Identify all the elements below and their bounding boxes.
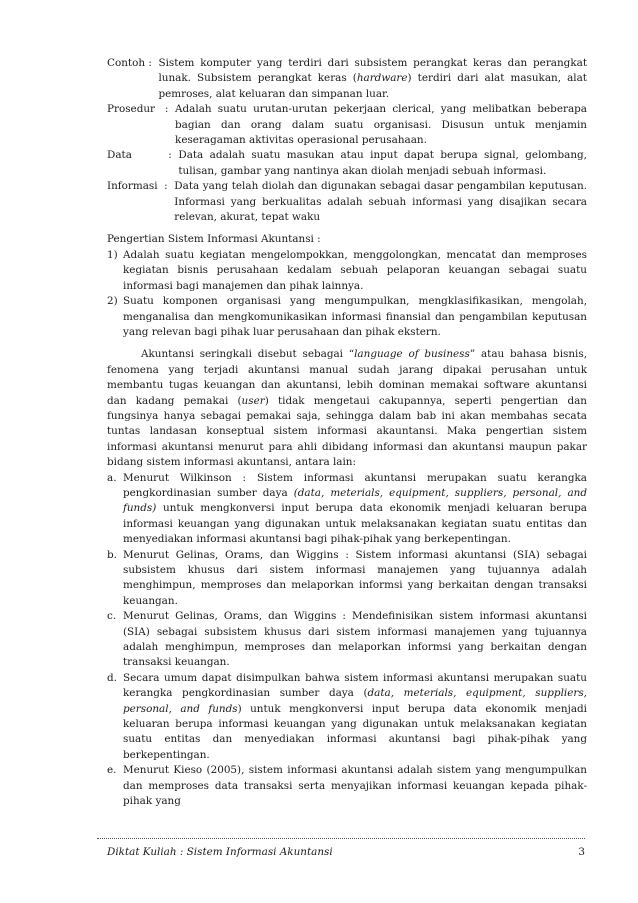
list-text: Adalah suatu kegiatan mengelompokkan, menggolongkan, mencatat dan memproses kegiatan bisnis perusahaan kedalam sebuah pelaporan keuangan sebagai suatu informasi bagi manajemen dan pihak lainnya. [123,248,587,292]
section-heading: Pengertian Sistem Informasi Akuntansi : [107,233,321,246]
definition-term: Data [107,149,132,162]
definition-text: Sistem komputer yang terdiri dari subsistem perangkat keras dan perangkat lunak. Subsistem perangkat keras (hardware) terdiri dari alat masukan, alat pemroses, alat keluaran dan simpanan luar. [158,57,587,100]
list-marker: 2) [107,295,118,308]
definition-item [107,148,587,179]
lettered-item [107,671,587,763]
list-marker: c. [107,610,117,623]
list-text: Menurut Wilkinson : Sistem informasi akuntansi merupakan suatu kerangka pengkordinasian sumber daya (data, meterials, equipment, suppliers, personal, and funds) untuk mengkonversi input berupa data ekonomik menjadi keluaran berupa informasi keuangan yang digunakan untuk melaksanakan kegiatan suatu entitas dan menyediakan informasi akuntansi bagi pihak-pihak yang berkepentingan. [123,471,587,546]
definition-text: Data yang telah diolah dan digunakan sebagai dasar pengambilan keputusan. Informasi yang berkualitas adalah sebuah informasi yang disajikan secara relevan, akurat, tepat waku [174,180,587,224]
numbered-item [107,248,587,294]
list-text: Menurut Kieso (2005), sistem informasi akuntansi adalah sistem yang mengumpulkan dan memproses data transaksi serta menyajikan informasi keuangan kepada pihak-pihak yang [123,764,587,808]
page-footer [97,838,585,858]
expert-definitions-list [107,471,587,810]
definition-item [107,179,587,225]
intro-paragraph: Akuntansi seringkali disebut sebagai “language of business” atau bahasa bisnis, fenomena yang terjadi akuntansi manual sudah jarang dipakai perusahan untuk membantu tugas keuangan dan akuntansi, lebih dominan memakai software akuntansi dan kadang pemakai (user) tidak mengetaui cakupannya, seperti pengertian dan fungsinya hanya sebagai pemakai saja, sehingga dalam bab ini akan membahas secata tuntas landasan konseptual sistem informasi akauntansi. Maka pengertian sistem informasi akuntansi menurut para ahli dibidang informasi dan akuntansi maupun pakar bidang sistem informasi akuntansi, antara lain: [107,348,587,469]
lettered-item [107,763,587,809]
definition-colon: : [157,180,175,193]
list-marker: a. [107,471,117,484]
definition-colon: : [145,57,159,69]
list-text: Secara umum dapat disimpulkan bahwa sistem informasi akuntansi merupakan suatu kerangka pengkordinasian sumber daya (data, meterials, equipment, suppliers, personal, and funds) untuk mengkonversi input berupa data ekonomik menjadi keluaran berupa informasi keuangan yang digunakan untuk melaksanakan kegiatan suatu entitas dan menyediakan informasi akuntansi bagi pihak-pihak yang berkepentingan. [123,671,587,761]
numbered-list [107,248,587,340]
document-body [107,56,587,810]
list-marker: b. [107,548,117,561]
definition-text: Adalah suatu urutan-urutan pekerjaan clerical, yang melibatkan beberapa bagian dan orang dalam suatu organisasi. Disusun untuk menjamin keseragaman aktivitas operasional perusahaan. [175,103,587,147]
footer-rule [97,838,585,839]
lettered-item [107,548,587,610]
definition-colon: : [155,103,176,116]
definition-colon: : [131,149,179,162]
definition-text: Data adalah suatu masukan atau input dapat berupa signal, gelombang, tulisan, gambar yang nantinya akan diolah menjadi sebuah informasi. [178,149,587,177]
definition-list [107,56,587,225]
numbered-item [107,294,587,340]
definition-term: Informasi [107,180,158,193]
definition-item [107,102,587,148]
footer-title: Diktat Kuliah : Sistem Informasi Akuntansi [107,846,333,858]
list-marker: e. [107,764,117,777]
list-text: Suatu komponen organisasi yang mengumpulkan, mengklasifikasikan, mengolah, menganalisa dan mengkomunikasikan informasi finansial dan pengambilan keputusan yang relevan bagi pihak luar perusahaan dan pihak ekstern. [123,295,587,338]
list-marker: 1) [107,248,118,261]
definition-term: Prosedur [107,103,156,116]
lettered-item [107,609,587,671]
lettered-item [107,471,587,548]
list-marker: d. [107,671,117,684]
definition-item [107,56,587,102]
definition-term: Contoh [107,57,146,69]
list-text: Menurut Gelinas, Orams, dan Wiggins : Mendefinisikan sistem informasi akuntansi (SIA) sebagai subsistem khusus dari sistem informasi manajemen yang tujuannya adalah menghimpun, memproses dan melaporkan informsi yang berkaitan dengan transaksi keuangan. [123,610,587,669]
page-number: 3 [578,846,585,858]
list-text: Menurut Gelinas, Orams, dan Wiggins : Sistem informasi akuntansi (SIA) sebagai subsistem khusus dari sistem informasi manajemen yang tujuannya adalah menghimpun, memproses dan melaporkan informsi yang berkaitan dengan transaksi keuangan. [123,548,587,607]
